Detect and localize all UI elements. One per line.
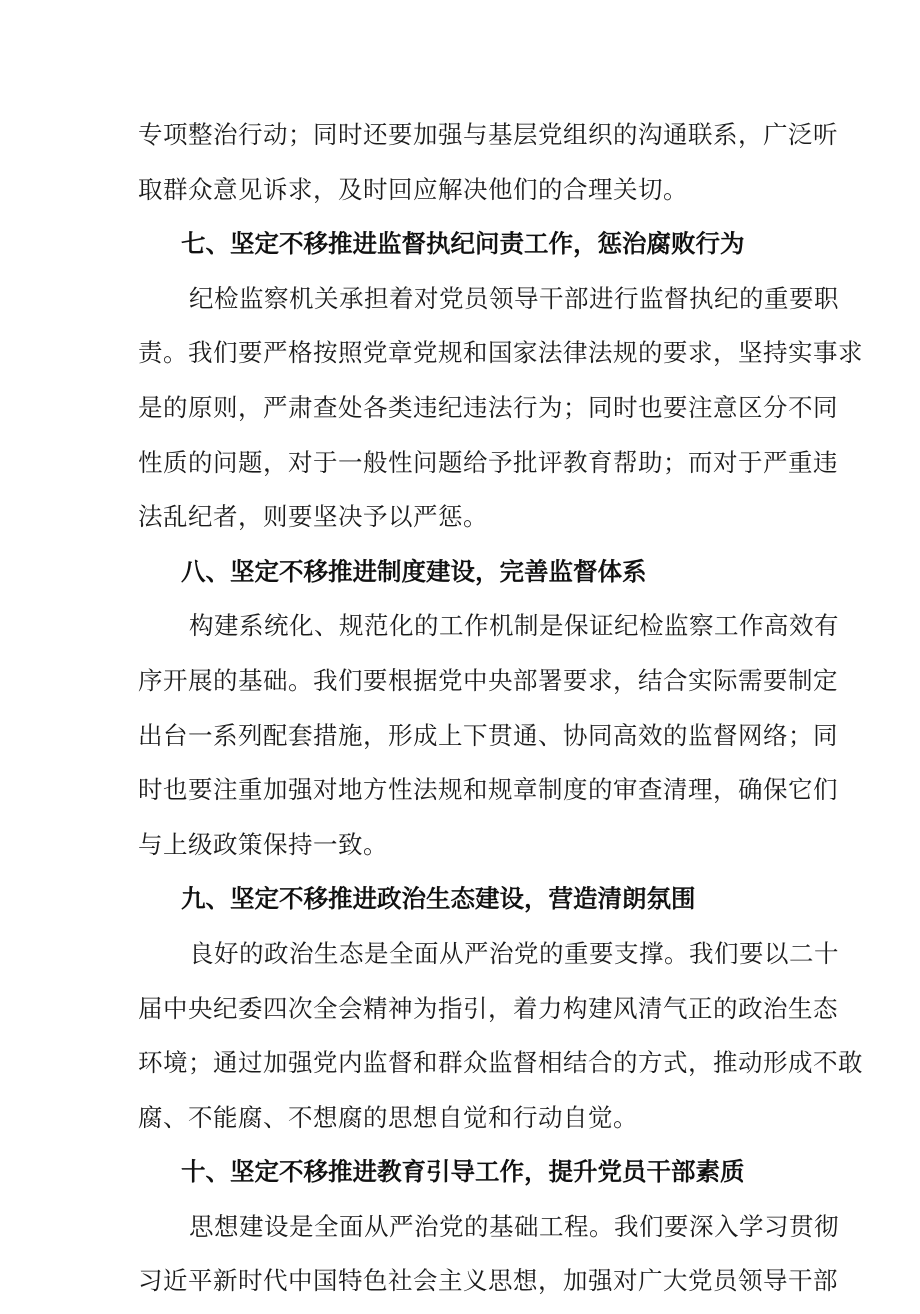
paragraph-line: 法乱纪者，则要坚决予以严惩。 [138,502,488,532]
paragraph-line: 与上级政策保持一致。 [138,829,388,859]
section-heading-10: 十、坚定不移推进教育引导工作，提升党员干部素质 [181,1157,745,1187]
paragraph-line: 出台一系列配套措施，形成上下贯通、协同高效的监督网络；同 [138,720,838,750]
paragraph-line: 时也要注重加强对地方性法规和规章制度的审查清理，确保它们 [138,775,838,805]
paragraph-line: 届中央纪委四次全会精神为指引，着力构建风清气正的政治生态 [138,993,838,1023]
section-heading-9: 九、坚定不移推进政治生态建设，营造清朗氛围 [181,884,696,914]
paragraph-line: 良好的政治生态是全面从严治党的重要支撑。我们要以二十 [189,938,839,968]
paragraph-line: 序开展的基础。我们要根据党中央部署要求，结合实际需要制定 [138,665,838,695]
paragraph-line: 思想建设是全面从严治党的基础工程。我们要深入学习贯彻 [189,1211,839,1241]
paragraph-line: 习近平新时代中国特色社会主义思想，加强对广大党员领导干部 [138,1266,838,1296]
paragraph-line: 是的原则，严肃查处各类违纪违法行为；同时也要注意区分不同 [138,392,838,422]
paragraph-line: 腐、不能腐、不想腐的思想自觉和行动自觉。 [138,1102,638,1132]
paragraph-line: 责。我们要严格按照党章党规和国家法律法规的要求，坚持实事求 [138,338,863,368]
section-heading-7: 七、坚定不移推进监督执纪问责工作，惩治腐败行为 [181,229,745,259]
paragraph-line: 性质的问题，对于一般性问题给予批评教育帮助；而对于严重违 [138,447,838,477]
paragraph-line: 专项整治行动；同时还要加强与基层党组织的沟通联系，广泛听 [138,120,838,149]
section-heading-8: 八、坚定不移推进制度建设，完善监督体系 [181,556,647,586]
document-page [138,113,863,1314]
paragraph-line: 取群众意见诉求，及时回应解决他们的合理关切。 [138,174,688,204]
paragraph-line: 纪检监察机关承担着对党员领导干部进行监督执纪的重要职 [189,283,839,313]
paragraph-line: 环境；通过加强党内监督和群众监督相结合的方式，推动形成不敢 [138,1048,863,1078]
paragraph-line: 构建系统化、规范化的工作机制是保证纪检监察工作高效有 [189,611,839,641]
